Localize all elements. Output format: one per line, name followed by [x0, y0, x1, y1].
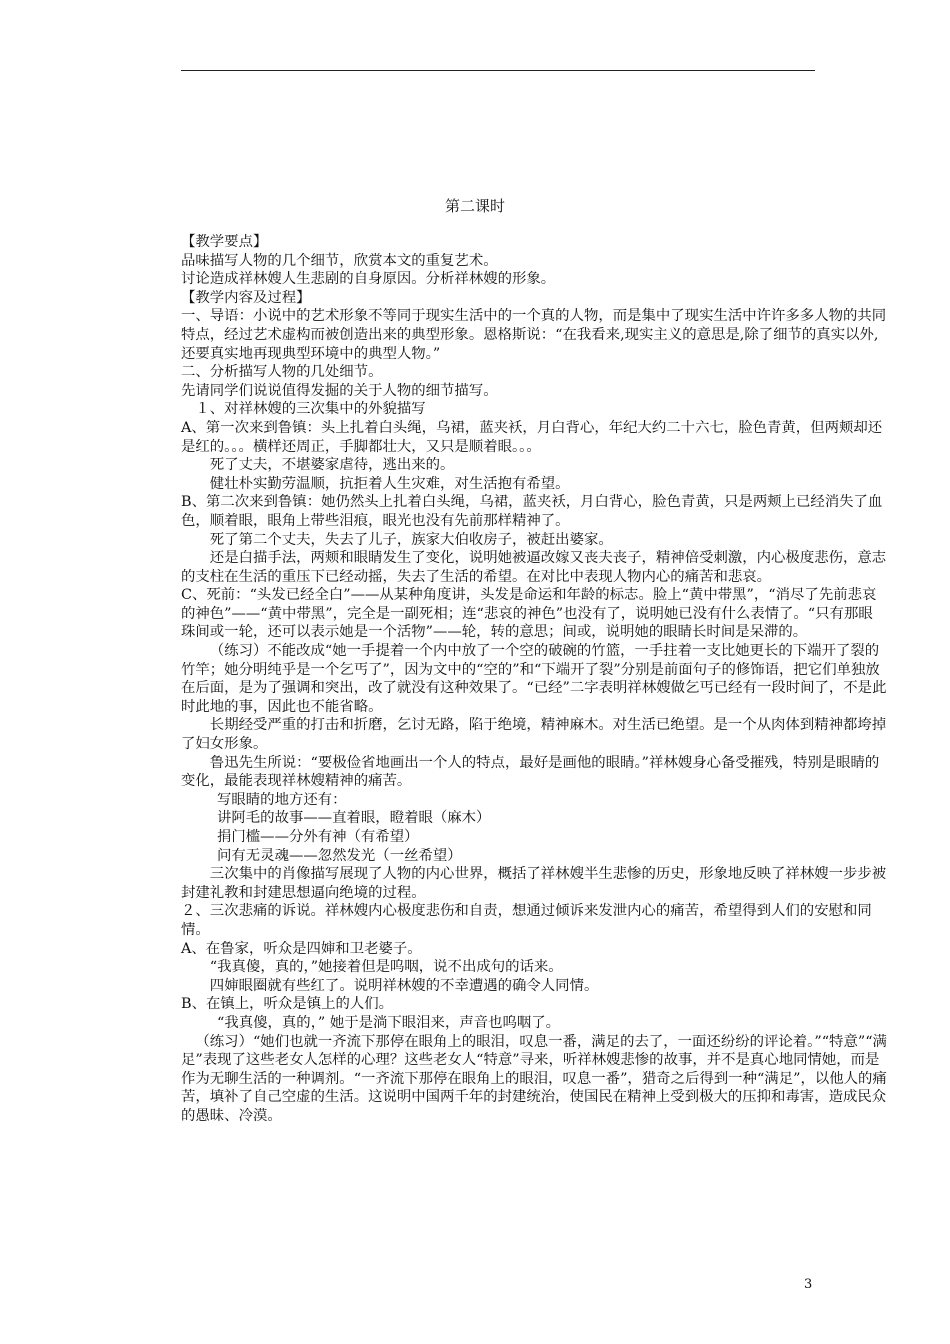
paragraph: 长期经受严重的打击和折磨，乞讨无路，陷于绝境，精神麻木。对生活已绝望。是一个从肉体到精神都垮掉了妇女形象。	[181, 717, 887, 753]
paragraph: 讲阿毛的故事——直着眼，瞪着眼（麻木）	[217, 810, 491, 827]
paragraph: （练习）“她们也就一齐流下那停在眼角上的眼泪，叹息一番，满足的去了，一面还纷纷的评论着。”“特意”“满足”表现了这些老女人怎样的心理？这些老女人“特意”寻来，听祥林嫂悲惨的故事，并不是真心地同情她，而是作为无聊生活的一种调剂。“一齐流下那停在眼角上的眼泪，叹息一番”，猎奇之后得到一种“满足”，以他人的痛苦，填补了自己空虚的生活。这说明中国两千年的封建统治，使国民在精神上受到极大的压抑和毒害，造成民众的愚昧、冷漠。	[181, 1033, 887, 1124]
paragraph: 二、分析描写人物的几处细节。	[181, 364, 383, 381]
page-number: 3	[804, 1277, 813, 1292]
paragraph: 先请同学们说说值得发掘的关于人物的细节描写。	[181, 382, 498, 399]
paragraph: A、第一次来到鲁镇：头上扎着白头绳，乌裙，蓝夹袄，月白背心，年纪大约二十六七，脸色青黄，但两颊却还是红的。。。横样还周正，手脚都壮大，又只是顺着眼。。。	[181, 419, 883, 455]
paragraph: C、死前：“头发已经全白”——从某种角度讲，头发是命运和年龄的标志。脸上“黄中带黑”，“消尽了先前悲哀的神色”——“黄中带黑”，完全是一副死相；连“悲哀的神色”也没有了，说明她已没有什么表情了。“只有那眼珠间或一轮，还可以表示她是一个活物”——轮，转的意思；间或，说明她的眼睛长时间是呆滞的。	[181, 587, 877, 641]
header-rule	[181, 70, 815, 71]
paragraph: 三次集中的肖像描写展现了人物的内心世界，概括了祥林嫂半生悲惨的历史，形象地反映了祥林嫂一步步被封建礼教和封建思想逼向绝境的过程。	[181, 866, 887, 901]
paragraph: 捐门槛——分外有神（有希望）	[217, 829, 419, 845]
paragraph: B、在镇上，听众是镇上的人们。	[181, 996, 394, 1013]
paragraph: １、对祥林嫂的三次集中的外貌描写	[195, 401, 426, 418]
paragraph: 讨论造成祥林嫂人生悲剧的自身原因。分析祥林嫂的形象。	[181, 271, 556, 288]
paragraph: 品味描写人物的几个细节，欣赏本文的重复艺术。	[181, 252, 498, 269]
paragraph: 问有无灵魂——忽然发光（一丝希望）	[217, 847, 462, 864]
paragraph: 写眼睛的地方还有：	[217, 791, 347, 808]
paragraph: 死了第二个丈夫，失去了儿子，族家大伯收房子，被赶出婆家。	[209, 531, 613, 548]
paragraph: 健壮朴实勤劳温顺，抗拒着人生灾难，对生活抱有希望。	[209, 475, 570, 492]
paragraph: A、在鲁家，听众是四婶和卫老婆子。	[181, 940, 422, 957]
paragraph: ２、三次悲痛的诉说。祥林嫂内心极度悲伤和自责，想通过倾诉来发泄内心的痛苦，希望得到人们的安慰和同情。	[181, 903, 872, 938]
paragraph: 四婶眼圈就有些红了。说明祥林嫂的不幸遭遇的确令人同情。	[209, 977, 599, 994]
section-heading-process: 【教学内容及过程】	[181, 289, 311, 306]
paragraph: B、第二次来到鲁镇：她仍然头上扎着白头绳，乌裙，蓝夹袄，月白背心，脸色青黄，只是两颊上已经消失了血色，顺着眼，眼角上带些泪痕，眼光也没有先前那样精神了。	[181, 494, 883, 529]
page-title: 第二课时	[444, 197, 505, 215]
paragraph: 一、导语：小说中的艺术形象不等同于现实生活中的一个真的人物，而是集中了现实生活中许许多多人物的共同特点，经过艺术虚构而被创造出来的典型形象。恩格斯说：“在我看来,现实主义的意思是,除了细节的真实以外,还要真实地再现典型环境中的典型人物。”	[181, 308, 887, 362]
paragraph: （练习）不能改成“她一手提着一个内中放了一个空的破碗的竹篮，一手拄着一支比她更长的下端开了裂的竹竿；她分明纯乎是一个乞丐了”，因为文中的“空的”和“下端开了裂”分别是前面句子的修饰语，把它们单独放在后面，是为了强调和突出，改了就没有这种效果了。“已经”二字表明祥林嫂做乞丐已经有一段时间了，不是此时此地的事，因此也不能省略。	[181, 643, 887, 715]
paragraph: 鲁迅先生所说：“要极俭省地画出一个人的特点，最好是画他的眼睛。”祥林嫂身心备受摧残，特别是眼睛的变化，最能表现祥林嫂精神的痛苦。	[181, 754, 880, 790]
paragraph: “我真傻，真的，”她接着但是呜咽，说不出成句的话来。	[209, 959, 563, 976]
paragraph: “我真傻，真的，” 她于是淌下眼泪来，声音也呜咽了。	[217, 1014, 561, 1031]
paragraph: 还是白描手法，两颊和眼睛发生了变化，说明她被逼改嫁又丧夫丧子，精神倍受刺激，内心极度悲伤，意志的支柱在生活的重压下已经动摇，失去了生活的希望。在对比中表现人物内心的痛苦和悲哀。	[181, 550, 887, 585]
section-heading-key-points: 【教学要点】	[181, 234, 268, 250]
paragraph: 死了丈夫，不堪婆家虐待，逃出来的。	[209, 457, 455, 474]
document-body	[181, 233, 887, 1126]
